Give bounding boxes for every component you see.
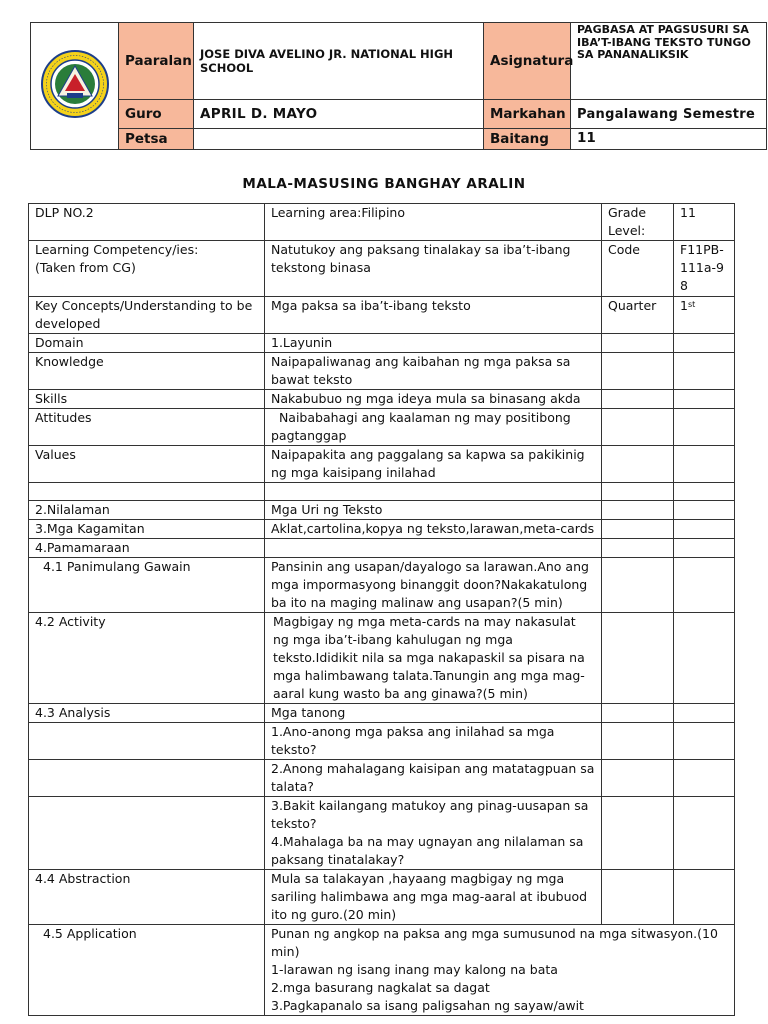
competency-content: Natutukoy ang paksang tinalakay sa iba’t-ibang tekstong binasa [265,241,602,297]
learning-area: Learning area:Filipino [265,204,602,241]
table-row [29,613,735,704]
competency-label-line2: (Taken from CG) [35,260,136,275]
table-row [29,520,735,539]
skills-content: Nakabubuo ng mga ideya mula sa binasang akda [265,390,602,409]
table-row [29,539,735,558]
table-row [29,409,735,446]
code-value: F11PB-111a-98 [674,241,735,297]
application-item-2: 2.mga basurang nagkalat sa dagat [271,980,490,995]
panimula-label: 4.1 Panimulang Gawain [29,558,265,613]
table-row [29,558,735,613]
date-value [194,129,484,150]
school-seal-icon [40,49,110,119]
application-content [265,925,735,1016]
dlp-label: DLP NO.2 [29,204,265,241]
analysis-label: 4.3 Analysis [29,704,265,723]
date-label: Petsa [119,129,194,150]
table-row [29,723,735,760]
analysis-content: Mga tanong [265,704,602,723]
nilalaman-label: 2.Nilalaman [29,501,265,520]
school-logo [31,23,119,150]
domain-label: Domain [29,334,265,353]
term-value: Pangalawang Semestre [571,100,767,129]
kagamitan-label: 3.Mga Kagamitan [29,520,265,539]
table-row [29,760,735,797]
table-row [29,870,735,925]
grade-level-value: 11 [674,204,735,241]
pamamaraan-label: 4.Pamamaraan [29,539,265,558]
teacher-value: APRIL D. MAYO [194,100,484,129]
application-item-3: 3.Pagkapanalo sa isang paligsahan ng sayaw/awit [271,998,584,1013]
application-label: 4.5 Application [29,925,265,1016]
values-label: Values [29,446,265,483]
analysis-question-1: 1.Ano-anong mga paksa ang inilahad sa mga teksto? [265,723,602,760]
panimula-content: Pansinin ang usapan/dayalogo sa larawan.Ano ang mga impormasyong binanggit doon?Nakakatulong ba ito na maging malinaw ang usapan?(5 min) [265,558,602,613]
attitudes-content: Naibabahagi ang kaalaman ng may positibong pagtanggap [265,409,602,446]
document-title: MALA-MASUSING BANGHAY ARALIN [242,176,526,192]
grade-level-label: Grade Level: [602,204,674,241]
table-row [29,501,735,520]
kagamitan-content: Aklat,cartolina,kopya ng teksto,larawan,meta-cards [265,520,602,539]
term-label: Markahan [484,100,571,129]
abstraction-label: 4.4 Abstraction [29,870,265,925]
application-item-1: 1-larawan ng isang inang may kalong na bata [271,962,558,977]
table-row [29,483,735,501]
activity-label: 4.2 Activity [29,613,265,704]
activity-content: Magbigay ng mga meta-cards na may nakasulat ng mga iba’t-ibang kahulugan ng mga teksto.Ididikit nila sa mga nakapaskil sa pisara na mga halimbawang talata.Tanungin ang mga mag-aaral kung wasto ba ang ginawa?(5 min) [265,613,602,704]
subject-value: PAGBASA AT PAGSUSURI SA IBA’T-IBANG TEKSTO TUNGO SA PANANALIKSIK [571,23,767,100]
abstraction-content: Mula sa talakayan ,hayaang magbigay ng mga sariling halimbawa ang mga mag-aaral at ibubuod ito ng guro.(20 min) [265,870,602,925]
table-row [29,241,735,297]
table-row [29,704,735,723]
quarter-value [674,297,735,334]
concepts-label: Key Concepts/Understanding to be developed [29,297,265,334]
quarter-number: 1 [680,298,688,313]
analysis-question-3: 3.Bakit kailangang matukoy ang pinag-uusapan sa teksto? [271,798,589,831]
quarter-label: Quarter [602,297,674,334]
attitudes-label: Attitudes [29,409,265,446]
quarter-suffix: st [687,300,696,309]
competency-label-line1: Learning Competency/ies: [35,242,199,257]
table-row [29,446,735,483]
analysis-question-2: 2.Anong mahalagang kaisipan ang matatagpuan sa talata? [265,760,602,797]
code-label: Code [602,241,674,297]
header-table [30,22,767,150]
concepts-content: Mga paksa sa iba’t-ibang teksto [265,297,602,334]
skills-label: Skills [29,390,265,409]
subject-label: Asignatura [484,23,571,100]
grade-label: Baitang [484,129,571,150]
table-row [29,925,735,1016]
analysis-question-4: 4.Mahalaga ba na may ugnayan ang nilalaman sa paksang tinatalakay? [271,834,584,867]
table-row [29,297,735,334]
pamamaraan-content [265,539,602,558]
teacher-label: Guro [119,100,194,129]
school-value: JOSE DIVA AVELINO JR. NATIONAL HIGH SCHOOL [194,23,484,100]
lesson-plan-table [28,203,735,1016]
table-row [29,353,735,390]
nilalaman-content: Mga Uri ng Teksto [265,501,602,520]
competency-label [29,241,265,297]
application-instruction: Punan ng angkop na paksa ang mga sumusunod na mga sitwasyon.(10 min) [271,926,718,959]
table-row [29,204,735,241]
analysis-questions-3-4 [265,797,602,870]
grade-value: 11 [571,129,767,150]
school-label: Paaralan [119,23,194,100]
domain-content: 1.Layunin [265,334,602,353]
table-row [29,390,735,409]
table-row [29,797,735,870]
knowledge-label: Knowledge [29,353,265,390]
values-content: Naipapakita ang paggalang sa kapwa sa pakikinig ng mga kaisipang inilahad [265,446,602,483]
table-row [29,334,735,353]
knowledge-content: Naipapaliwanag ang kaibahan ng mga paksa sa bawat teksto [265,353,602,390]
